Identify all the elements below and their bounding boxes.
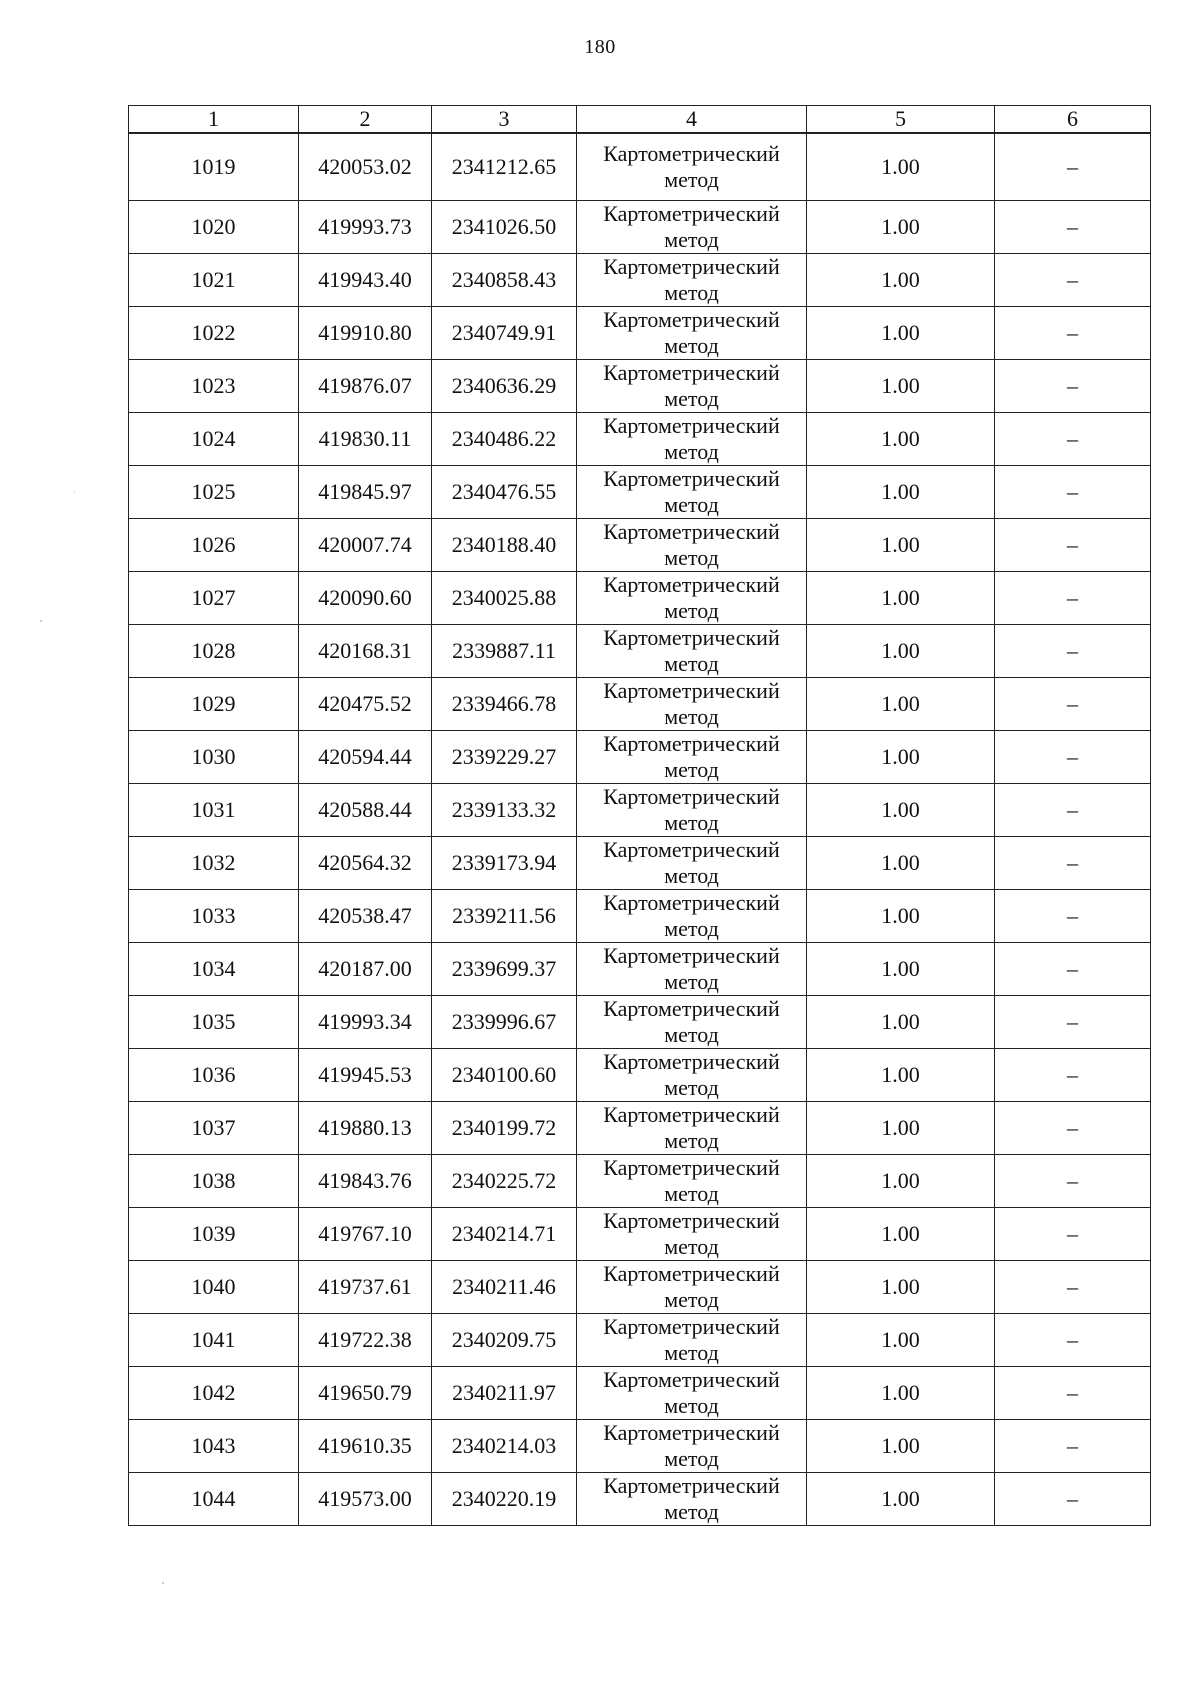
- method-text: Картометрический метод: [603, 360, 780, 411]
- accuracy-cell: 1.00: [807, 1049, 995, 1102]
- table-row: [129, 996, 1151, 1049]
- point-number-cell: 1025: [129, 466, 299, 519]
- method-text: Картометрический метод: [603, 731, 780, 782]
- method-cell: [577, 784, 807, 837]
- method-cell: [577, 996, 807, 1049]
- accuracy-cell: 1.00: [807, 890, 995, 943]
- method-cell: [577, 307, 807, 360]
- table-row: [129, 133, 1151, 201]
- method-cell: [577, 1420, 807, 1473]
- point-number-cell: 1019: [129, 133, 299, 201]
- method-cell: [577, 731, 807, 784]
- method-cell: [577, 837, 807, 890]
- scan-speck: [162, 1582, 164, 1584]
- note-cell: –: [995, 307, 1151, 360]
- x-coordinate-cell: 419650.79: [299, 1367, 432, 1420]
- table-row: [129, 519, 1151, 572]
- y-coordinate-cell: 2339211.56: [432, 890, 577, 943]
- note-cell: –: [995, 678, 1151, 731]
- point-number-cell: 1029: [129, 678, 299, 731]
- method-text: Картометрический метод: [603, 141, 780, 192]
- table-row: [129, 1261, 1151, 1314]
- point-number-cell: 1024: [129, 413, 299, 466]
- point-number-cell: 1032: [129, 837, 299, 890]
- accuracy-cell: 1.00: [807, 572, 995, 625]
- note-cell: –: [995, 784, 1151, 837]
- y-coordinate-cell: 2340220.19: [432, 1473, 577, 1526]
- column-header-6: 6: [995, 106, 1151, 134]
- note-cell: –: [995, 731, 1151, 784]
- scan-speck: [74, 492, 75, 493]
- x-coordinate-cell: 419737.61: [299, 1261, 432, 1314]
- table-row: [129, 1367, 1151, 1420]
- x-coordinate-cell: 419843.76: [299, 1155, 432, 1208]
- y-coordinate-cell: 2340199.72: [432, 1102, 577, 1155]
- point-number-cell: 1034: [129, 943, 299, 996]
- method-cell: [577, 413, 807, 466]
- accuracy-cell: 1.00: [807, 413, 995, 466]
- accuracy-cell: 1.00: [807, 943, 995, 996]
- y-coordinate-cell: 2340025.88: [432, 572, 577, 625]
- y-coordinate-cell: 2339133.32: [432, 784, 577, 837]
- x-coordinate-cell: 419993.73: [299, 201, 432, 254]
- table-header: [129, 106, 1151, 134]
- x-coordinate-cell: 420168.31: [299, 625, 432, 678]
- table-row: [129, 1049, 1151, 1102]
- table-row: [129, 784, 1151, 837]
- table-row: [129, 625, 1151, 678]
- point-number-cell: 1023: [129, 360, 299, 413]
- y-coordinate-cell: 2340188.40: [432, 519, 577, 572]
- method-cell: [577, 890, 807, 943]
- note-cell: –: [995, 625, 1151, 678]
- x-coordinate-cell: 420538.47: [299, 890, 432, 943]
- note-cell: –: [995, 1102, 1151, 1155]
- y-coordinate-cell: 2340211.97: [432, 1367, 577, 1420]
- table-row: [129, 1473, 1151, 1526]
- method-text: Картометрический метод: [603, 1420, 780, 1471]
- y-coordinate-cell: 2339173.94: [432, 837, 577, 890]
- method-text: Картометрический метод: [603, 890, 780, 941]
- x-coordinate-cell: 419876.07: [299, 360, 432, 413]
- table-row: [129, 1102, 1151, 1155]
- x-coordinate-cell: 419943.40: [299, 254, 432, 307]
- method-text: Картометрический метод: [603, 1208, 780, 1259]
- accuracy-cell: 1.00: [807, 784, 995, 837]
- accuracy-cell: 1.00: [807, 1314, 995, 1367]
- method-cell: [577, 519, 807, 572]
- column-header-3: 3: [432, 106, 577, 134]
- accuracy-cell: 1.00: [807, 1367, 995, 1420]
- point-number-cell: 1043: [129, 1420, 299, 1473]
- table-body: [129, 133, 1151, 1526]
- method-cell: [577, 360, 807, 413]
- point-number-cell: 1037: [129, 1102, 299, 1155]
- x-coordinate-cell: 419845.97: [299, 466, 432, 519]
- table-row: [129, 678, 1151, 731]
- accuracy-cell: 1.00: [807, 1208, 995, 1261]
- point-number-cell: 1022: [129, 307, 299, 360]
- method-text: Картометрический метод: [603, 466, 780, 517]
- note-cell: –: [995, 519, 1151, 572]
- y-coordinate-cell: 2340100.60: [432, 1049, 577, 1102]
- method-cell: [577, 572, 807, 625]
- note-cell: –: [995, 413, 1151, 466]
- note-cell: –: [995, 1208, 1151, 1261]
- method-cell: [577, 625, 807, 678]
- y-coordinate-cell: 2339699.37: [432, 943, 577, 996]
- accuracy-cell: 1.00: [807, 201, 995, 254]
- method-cell: [577, 943, 807, 996]
- note-cell: –: [995, 1473, 1151, 1526]
- table-row: [129, 572, 1151, 625]
- column-header-1: 1: [129, 106, 299, 134]
- y-coordinate-cell: 2340209.75: [432, 1314, 577, 1367]
- method-text: Картометрический метод: [603, 572, 780, 623]
- table-row: [129, 360, 1151, 413]
- note-cell: –: [995, 1155, 1151, 1208]
- point-number-cell: 1041: [129, 1314, 299, 1367]
- method-text: Картометрический метод: [603, 996, 780, 1047]
- y-coordinate-cell: 2339887.11: [432, 625, 577, 678]
- point-number-cell: 1044: [129, 1473, 299, 1526]
- method-text: Картометрический метод: [603, 1261, 780, 1312]
- method-text: Картометрический метод: [603, 1049, 780, 1100]
- point-number-cell: 1035: [129, 996, 299, 1049]
- method-cell: [577, 133, 807, 201]
- method-cell: [577, 1314, 807, 1367]
- table-row: [129, 413, 1151, 466]
- point-number-cell: 1036: [129, 1049, 299, 1102]
- y-coordinate-cell: 2339996.67: [432, 996, 577, 1049]
- method-text: Картометрический метод: [603, 254, 780, 305]
- y-coordinate-cell: 2340858.43: [432, 254, 577, 307]
- y-coordinate-cell: 2341026.50: [432, 201, 577, 254]
- point-number-cell: 1042: [129, 1367, 299, 1420]
- note-cell: –: [995, 890, 1151, 943]
- coordinates-table: [128, 105, 1151, 1526]
- method-cell: [577, 466, 807, 519]
- note-cell: –: [995, 1049, 1151, 1102]
- method-cell: [577, 1155, 807, 1208]
- accuracy-cell: 1.00: [807, 254, 995, 307]
- method-cell: [577, 1367, 807, 1420]
- method-cell: [577, 254, 807, 307]
- accuracy-cell: 1.00: [807, 837, 995, 890]
- accuracy-cell: 1.00: [807, 625, 995, 678]
- note-cell: –: [995, 1261, 1151, 1314]
- point-number-cell: 1031: [129, 784, 299, 837]
- note-cell: –: [995, 837, 1151, 890]
- x-coordinate-cell: 420007.74: [299, 519, 432, 572]
- column-header-2: 2: [299, 106, 432, 134]
- method-text: Картометрический метод: [603, 1155, 780, 1206]
- table-row: [129, 1314, 1151, 1367]
- column-header-5: 5: [807, 106, 995, 134]
- point-number-cell: 1030: [129, 731, 299, 784]
- method-text: Картометрический метод: [603, 678, 780, 729]
- scan-speck: [40, 620, 42, 622]
- x-coordinate-cell: 420053.02: [299, 133, 432, 201]
- method-cell: [577, 1261, 807, 1314]
- x-coordinate-cell: 419767.10: [299, 1208, 432, 1261]
- method-cell: [577, 1049, 807, 1102]
- accuracy-cell: 1.00: [807, 731, 995, 784]
- table-row: [129, 1420, 1151, 1473]
- accuracy-cell: 1.00: [807, 466, 995, 519]
- point-number-cell: 1020: [129, 201, 299, 254]
- x-coordinate-cell: 420187.00: [299, 943, 432, 996]
- point-number-cell: 1027: [129, 572, 299, 625]
- y-coordinate-cell: 2340636.29: [432, 360, 577, 413]
- y-coordinate-cell: 2340225.72: [432, 1155, 577, 1208]
- table-row: [129, 254, 1151, 307]
- point-number-cell: 1033: [129, 890, 299, 943]
- y-coordinate-cell: 2340214.71: [432, 1208, 577, 1261]
- table-row: [129, 890, 1151, 943]
- note-cell: –: [995, 996, 1151, 1049]
- point-number-cell: 1028: [129, 625, 299, 678]
- point-number-cell: 1040: [129, 1261, 299, 1314]
- method-text: Картометрический метод: [603, 837, 780, 888]
- method-cell: [577, 1102, 807, 1155]
- accuracy-cell: 1.00: [807, 1473, 995, 1526]
- column-header-4: 4: [577, 106, 807, 134]
- method-text: Картометрический метод: [603, 1367, 780, 1418]
- method-cell: [577, 201, 807, 254]
- header-row: [129, 106, 1151, 134]
- y-coordinate-cell: 2340211.46: [432, 1261, 577, 1314]
- x-coordinate-cell: 419945.53: [299, 1049, 432, 1102]
- note-cell: –: [995, 572, 1151, 625]
- note-cell: –: [995, 201, 1151, 254]
- y-coordinate-cell: 2340214.03: [432, 1420, 577, 1473]
- method-text: Картометрический метод: [603, 1473, 780, 1524]
- accuracy-cell: 1.00: [807, 1420, 995, 1473]
- x-coordinate-cell: 420594.44: [299, 731, 432, 784]
- x-coordinate-cell: 420090.60: [299, 572, 432, 625]
- table-row: [129, 201, 1151, 254]
- note-cell: –: [995, 466, 1151, 519]
- table-row: [129, 1208, 1151, 1261]
- method-text: Картометрический метод: [603, 784, 780, 835]
- method-text: Картометрический метод: [603, 413, 780, 464]
- x-coordinate-cell: 419610.35: [299, 1420, 432, 1473]
- accuracy-cell: 1.00: [807, 307, 995, 360]
- note-cell: –: [995, 1420, 1151, 1473]
- method-cell: [577, 1208, 807, 1261]
- y-coordinate-cell: 2339229.27: [432, 731, 577, 784]
- note-cell: –: [995, 133, 1151, 201]
- table-row: [129, 837, 1151, 890]
- note-cell: –: [995, 943, 1151, 996]
- page-number: 180: [584, 36, 616, 58]
- x-coordinate-cell: 419993.34: [299, 996, 432, 1049]
- point-number-cell: 1039: [129, 1208, 299, 1261]
- table-row: [129, 943, 1151, 996]
- y-coordinate-cell: 2340476.55: [432, 466, 577, 519]
- method-text: Картометрический метод: [603, 943, 780, 994]
- point-number-cell: 1026: [129, 519, 299, 572]
- y-coordinate-cell: 2340749.91: [432, 307, 577, 360]
- method-text: Картометрический метод: [603, 307, 780, 358]
- accuracy-cell: 1.00: [807, 1102, 995, 1155]
- y-coordinate-cell: 2339466.78: [432, 678, 577, 731]
- method-text: Картометрический метод: [603, 625, 780, 676]
- method-text: Картометрический метод: [603, 519, 780, 570]
- accuracy-cell: 1.00: [807, 1155, 995, 1208]
- note-cell: –: [995, 1314, 1151, 1367]
- table-row: [129, 1155, 1151, 1208]
- x-coordinate-cell: 419910.80: [299, 307, 432, 360]
- x-coordinate-cell: 419880.13: [299, 1102, 432, 1155]
- method-text: Картометрический метод: [603, 1314, 780, 1365]
- method-cell: [577, 678, 807, 731]
- x-coordinate-cell: 420564.32: [299, 837, 432, 890]
- accuracy-cell: 1.00: [807, 360, 995, 413]
- method-text: Картометрический метод: [603, 1102, 780, 1153]
- accuracy-cell: 1.00: [807, 996, 995, 1049]
- method-cell: [577, 1473, 807, 1526]
- note-cell: –: [995, 254, 1151, 307]
- note-cell: –: [995, 360, 1151, 413]
- x-coordinate-cell: 419722.38: [299, 1314, 432, 1367]
- accuracy-cell: 1.00: [807, 133, 995, 201]
- accuracy-cell: 1.00: [807, 1261, 995, 1314]
- y-coordinate-cell: 2341212.65: [432, 133, 577, 201]
- y-coordinate-cell: 2340486.22: [432, 413, 577, 466]
- x-coordinate-cell: 420475.52: [299, 678, 432, 731]
- table-row: [129, 466, 1151, 519]
- table-row: [129, 307, 1151, 360]
- point-number-cell: 1038: [129, 1155, 299, 1208]
- x-coordinate-cell: 420588.44: [299, 784, 432, 837]
- table-row: [129, 731, 1151, 784]
- note-cell: –: [995, 1367, 1151, 1420]
- accuracy-cell: 1.00: [807, 678, 995, 731]
- x-coordinate-cell: 419573.00: [299, 1473, 432, 1526]
- accuracy-cell: 1.00: [807, 519, 995, 572]
- method-text: Картометрический метод: [603, 201, 780, 252]
- x-coordinate-cell: 419830.11: [299, 413, 432, 466]
- point-number-cell: 1021: [129, 254, 299, 307]
